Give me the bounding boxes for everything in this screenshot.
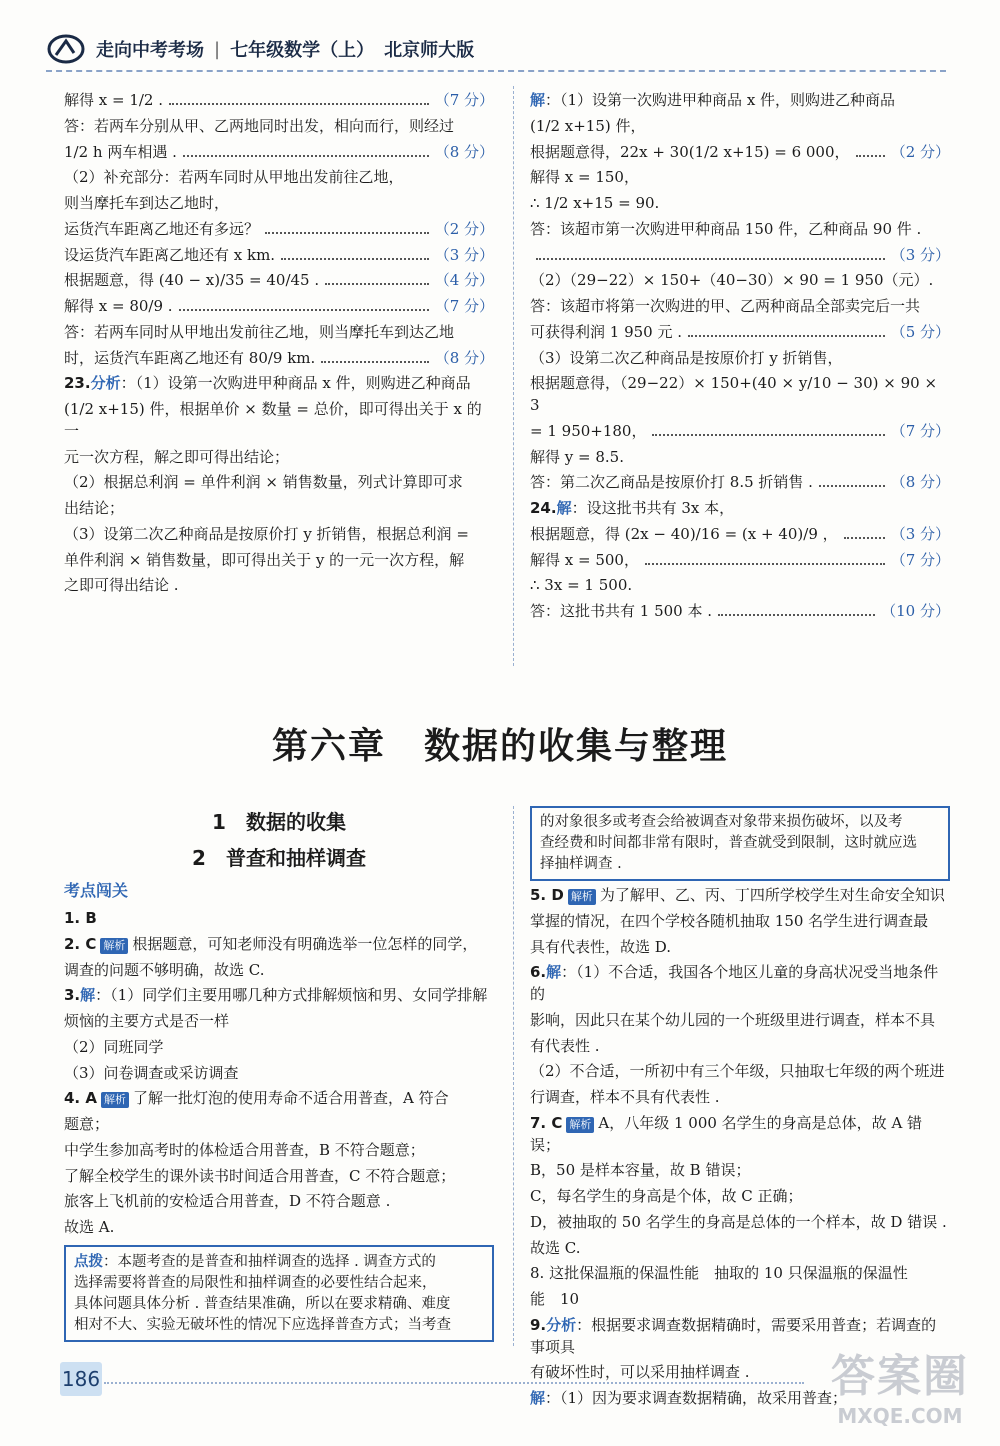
leader-dots xyxy=(652,434,884,436)
text-line: （2）（29−22）× 150+（40−30）× 90 = 1 950（元）. xyxy=(530,271,934,290)
solution-label: 解 xyxy=(530,1389,546,1408)
question-number: 9. xyxy=(530,1315,547,1334)
text-line: ∴ 1/2 x+15 = 90. xyxy=(530,194,660,212)
answer-8: 8. 这批保温瓶的保温性能 抽取的 10 只保温瓶的保温性 xyxy=(530,1264,908,1283)
chapter-title: 第六章 数据的收集与整理 xyxy=(271,726,728,767)
text-line: （2）不合适，一所初中有三个年级，只抽取七年级的两个班进 xyxy=(530,1062,945,1081)
text-line: 之即可得出结论 . xyxy=(64,576,179,595)
watermark xyxy=(820,1340,980,1428)
answer-line xyxy=(64,348,494,370)
line-text: ：（1）不合适，我国各个地区儿童的身高状况受当地条件的 xyxy=(530,963,939,1004)
line-text: 解得 x = 80/9 . xyxy=(64,297,173,315)
line-text: ：（1）设第一次购进甲种商品 x 件，则购进乙种商品 xyxy=(545,91,896,109)
line-text: 了解一批灯泡的使用寿命不适合用普查，A 符合 xyxy=(132,1089,449,1108)
text-line: 题意； xyxy=(64,1115,110,1133)
explanation-badge: 解析 xyxy=(101,1092,129,1108)
text-line: 了解全校学生的课外读书时间适合用普查，C 不符合题意； xyxy=(64,1166,456,1185)
line-text: 根据题意得，22x + 30(1/2 x+15) = 6 000， xyxy=(530,142,850,161)
question-23 xyxy=(64,373,494,395)
section-title-2: 2 普查和抽样调查 xyxy=(192,846,366,870)
answer-line xyxy=(64,90,494,112)
column-divider-bottom xyxy=(513,806,514,1346)
answer-4 xyxy=(64,1088,494,1110)
answer-line xyxy=(64,142,494,164)
text-line: 中学生参加高考时的体检适合用普查，B 不符合题意； xyxy=(64,1140,425,1159)
text-line: （3）问卷调查或采访调查 xyxy=(64,1063,239,1082)
line-text: A，八年级 1 000 名学生的身高是总体，故 A 错误； xyxy=(530,1113,923,1154)
header-separator: | xyxy=(214,38,221,60)
score: （3 分） xyxy=(890,524,950,543)
score: （7 分） xyxy=(434,297,494,315)
line-text: 运货汽车距离乙地还有多远？ xyxy=(64,219,260,238)
question-number: 4. A xyxy=(64,1089,97,1108)
answer-line xyxy=(530,472,950,494)
score: （7 分） xyxy=(890,550,950,569)
score: （7 分） xyxy=(890,421,950,440)
line-text: ：（1）同学们主要用哪几种方式排解烦恼和男、女同学排解 xyxy=(95,986,488,1005)
solution-label: 解 xyxy=(80,986,96,1005)
explanation-badge: 解析 xyxy=(100,938,128,954)
leader-dots xyxy=(718,614,875,616)
left-column-bottom xyxy=(64,904,494,1342)
question-number: 23. xyxy=(64,374,91,393)
line-text: 解得 x = 1/2 . xyxy=(64,91,164,109)
runner-logo-icon xyxy=(46,33,86,65)
solution-label: 解 xyxy=(556,499,572,517)
brand-name: 走向中考考场 xyxy=(96,40,204,61)
text-line: 有破坏性时，可以采用抽样调查 . xyxy=(530,1363,750,1382)
leader-dots xyxy=(169,103,429,105)
score: （7 分） xyxy=(434,91,494,109)
grade-label: 七年级数学（上） xyxy=(230,40,375,61)
exercise-heading: 考点闯关 xyxy=(64,881,129,900)
answer-6 xyxy=(530,962,950,1006)
explanation-badge: 解析 xyxy=(566,1117,594,1133)
score: （5 分） xyxy=(890,322,950,341)
text-line: （2）根据总利润 = 单件利润 × 销售数量，列式计算即可求 xyxy=(64,473,463,492)
footer-rule xyxy=(104,1382,804,1384)
watermark-url: MXQE.COM xyxy=(837,1404,963,1428)
text-line: 故选 C. xyxy=(530,1238,581,1257)
answer-line xyxy=(64,296,494,318)
text-line: 解得 y = 8.5. xyxy=(530,447,624,466)
line-text: 根据题意，得 (2x − 40)/16 = (x + 40)/9 ， xyxy=(530,524,838,543)
score: （10 分） xyxy=(881,602,950,620)
answer-line xyxy=(530,524,950,546)
text-line: 掌握的情况，在四个学校各随机抽取 150 名学生进行调查最 xyxy=(530,911,929,930)
answer-line xyxy=(530,601,950,623)
line-text: 为了解甲、乙、丙、丁四所学校学生对生命安全知识 xyxy=(599,886,945,905)
text-line: 则当摩托车到达乙地时， xyxy=(64,194,230,212)
score: （4 分） xyxy=(434,271,494,290)
answer-line xyxy=(530,322,950,344)
text-line: C，每名学生的身高是个体，故 C 正确； xyxy=(530,1187,803,1206)
leader-dots xyxy=(844,537,885,539)
text-line: 查经费和时间都非常有限时，普查就受到限制，这时就应选 xyxy=(540,835,917,852)
watermark-main: 答案圈 xyxy=(831,1351,969,1402)
score: （8 分） xyxy=(890,473,950,492)
line-text: ：设这批书共有 3x 本， xyxy=(571,499,735,517)
text-line: 故选 A. xyxy=(64,1218,115,1236)
answer-line xyxy=(530,142,950,164)
section-title-1: 1 数据的收集 xyxy=(212,810,346,834)
line-text: 根据题意，可知老师没有明确选举一位怎样的同学， xyxy=(132,934,478,953)
tip-box xyxy=(64,1245,494,1342)
line-text: ：（1）设第一次购进甲种商品 x 件，则购进乙种商品 xyxy=(120,374,471,393)
text-line xyxy=(530,90,950,112)
score: （3 分） xyxy=(434,245,494,264)
leader-dots xyxy=(325,283,429,285)
answer-7 xyxy=(530,1113,950,1157)
text-line: 有代表性 . xyxy=(530,1036,600,1055)
question-number: 2. C xyxy=(64,934,97,953)
text-line: 答：若两车同时从甲地出发前往乙地，则当摩托车到达乙地 xyxy=(64,322,455,341)
text-line: (1/2 x+15) 件，根据单价 × 数量 = 总价，即可得出关于 x 的一 xyxy=(64,400,482,440)
line-text: ：（1）因为要求调查数据精确，故采用普查； xyxy=(545,1389,848,1408)
line-text: 根据题意，得 (40 − x)/35 = 40/45 . xyxy=(64,271,320,290)
leader-dots xyxy=(265,232,429,234)
text-line: 根据题意得，（29−22）× 150+(40 × y/10 − 30) × 90 × 3 xyxy=(530,374,938,414)
score: （2 分） xyxy=(890,142,950,161)
line-text: ：本题考查的是普查和抽样调查的选择 . 调查方式的 xyxy=(103,1253,436,1270)
text-line: 的对象很多或考查会给被调查对象带来损伤破坏，以及考 xyxy=(540,814,903,830)
edition-label: 北京师大版 xyxy=(384,40,475,61)
text-line: (1/2 x+15) 件， xyxy=(530,116,646,135)
text-line: 调查的问题不够明确，故选 C. xyxy=(64,960,265,979)
text-line: 答：若两车分别从甲、乙两地同时出发，相向而行，则经过 xyxy=(64,116,455,135)
answer-line xyxy=(530,421,950,443)
tip-label: 点拨 xyxy=(74,1252,103,1270)
question-number: 3. xyxy=(64,986,81,1005)
line-text: 设运货汽车距离乙地还有 x km. xyxy=(64,245,276,264)
line-text: = 1 950+180， xyxy=(530,421,647,440)
text-line: 解得 x = 150， xyxy=(530,168,639,187)
text-line: 具有代表性，故选 D. xyxy=(530,937,672,956)
leader-dots xyxy=(281,258,429,260)
question-24 xyxy=(530,498,950,520)
leader-dots xyxy=(536,258,885,260)
answer-5 xyxy=(530,885,950,907)
text-line: 元一次方程，解之即可得出结论； xyxy=(64,447,290,466)
leader-dots xyxy=(645,563,885,565)
line-text: ：根据要求调查数据精确时，需要采用普查；若调查的事项具 xyxy=(530,1315,937,1356)
right-column-bottom xyxy=(530,806,950,1414)
score: （2 分） xyxy=(434,219,494,238)
leader-dots xyxy=(179,309,429,311)
left-column-top xyxy=(64,86,494,601)
text-line: ∴ 3x = 1 500. xyxy=(530,576,633,595)
answer-1: 1. B xyxy=(64,909,97,927)
answer-3 xyxy=(64,985,494,1007)
leader-dots xyxy=(819,485,885,487)
header-rule xyxy=(46,70,946,73)
score: （8 分） xyxy=(434,348,494,367)
text-line: D，被抽取的 50 名学生的身高是总体的一个样本，故 D 错误 . xyxy=(530,1212,947,1231)
solution-label: 解 xyxy=(546,963,562,982)
line-text: 答：第二次乙商品是按原价打 8.5 折销售 . xyxy=(530,473,813,492)
column-divider-top xyxy=(513,86,514,666)
text-line: 答：该超市第一次购进甲种商品 150 件，乙种商品 90 件 . xyxy=(530,219,922,238)
question-number: 6. xyxy=(530,963,547,982)
answer-line xyxy=(530,550,950,572)
text-line: 能 10 xyxy=(530,1290,580,1309)
running-header xyxy=(46,30,966,68)
answer-2 xyxy=(64,934,494,956)
text-line: （3）设第二次乙种商品是按原价打 y 折销售，根据总利润 = xyxy=(64,524,469,543)
line-text: 1/2 h 两车相遇 . xyxy=(64,142,177,161)
text-line: 单件利润 × 销售数量，即可得出关于 y 的一元一次方程，解 xyxy=(64,550,465,569)
line-text: 答：这批书共有 1 500 本 . xyxy=(530,602,713,620)
answer-line xyxy=(64,270,494,292)
leader-dots xyxy=(856,155,885,157)
question-number: 5. D xyxy=(530,886,564,905)
question-number: 7. C xyxy=(530,1113,563,1132)
leader-dots xyxy=(321,361,428,363)
text-line: 择抽样调查 . xyxy=(540,856,622,873)
line-text: 解得 x = 500， xyxy=(530,550,639,569)
score: （3 分） xyxy=(890,245,950,264)
solution-label: 解 xyxy=(530,91,546,109)
score: （8 分） xyxy=(434,142,494,161)
text-line xyxy=(74,1251,484,1273)
analysis-label: 分析 xyxy=(90,374,121,393)
text-line: 选择需要将普查的局限性和抽样调查的必要性结合起来， xyxy=(74,1274,437,1291)
explanation-badge: 解析 xyxy=(568,889,596,905)
line-text: 时，运货汽车距离乙地还有 80/9 km. xyxy=(64,348,316,367)
text-line: 烦恼的主要方式是否一样 xyxy=(64,1012,230,1030)
answer-line xyxy=(530,245,950,267)
text-line: B，50 是样本容量，故 B 错误； xyxy=(530,1161,751,1180)
answer-line xyxy=(64,219,494,241)
page-number: 186 xyxy=(60,1362,102,1396)
leader-dots xyxy=(688,335,885,337)
answer-line xyxy=(64,245,494,267)
text-line: （2）补充部分：若两车同时从甲地出发前往乙地， xyxy=(64,168,404,187)
tip-box-continued xyxy=(530,806,950,881)
text-line: 出结论； xyxy=(64,499,125,517)
right-column-top xyxy=(530,86,950,627)
text-line: 影响，因此只在某个幼儿园的一个班级里进行调查，样本不具 xyxy=(530,1010,936,1029)
text-line: 具体问题具体分析 . 普查结果准确，所以在要求精确、难度 xyxy=(74,1295,451,1312)
analysis-label: 分析 xyxy=(546,1315,577,1334)
text-line: （3）设第二次乙种商品是按原价打 y 折销售， xyxy=(530,348,843,367)
text-line: 旅客上飞机前的安检适合用普查，D 不符合题意 . xyxy=(64,1192,391,1211)
line-text: 可获得利润 1 950 元 . xyxy=(530,322,683,341)
text-line: 行调查，样本不具有代表性 . xyxy=(530,1088,720,1107)
text-line: 答：该超市将第一次购进的甲、乙两种商品全部卖完后一共 xyxy=(530,297,921,315)
text-line: 相对不大、实验无破坏性的情况下应选择普查方式；当考查 xyxy=(74,1316,451,1333)
text-line: （2）同班同学 xyxy=(64,1037,164,1056)
question-number: 24. xyxy=(530,499,557,517)
leader-dots xyxy=(183,155,429,157)
